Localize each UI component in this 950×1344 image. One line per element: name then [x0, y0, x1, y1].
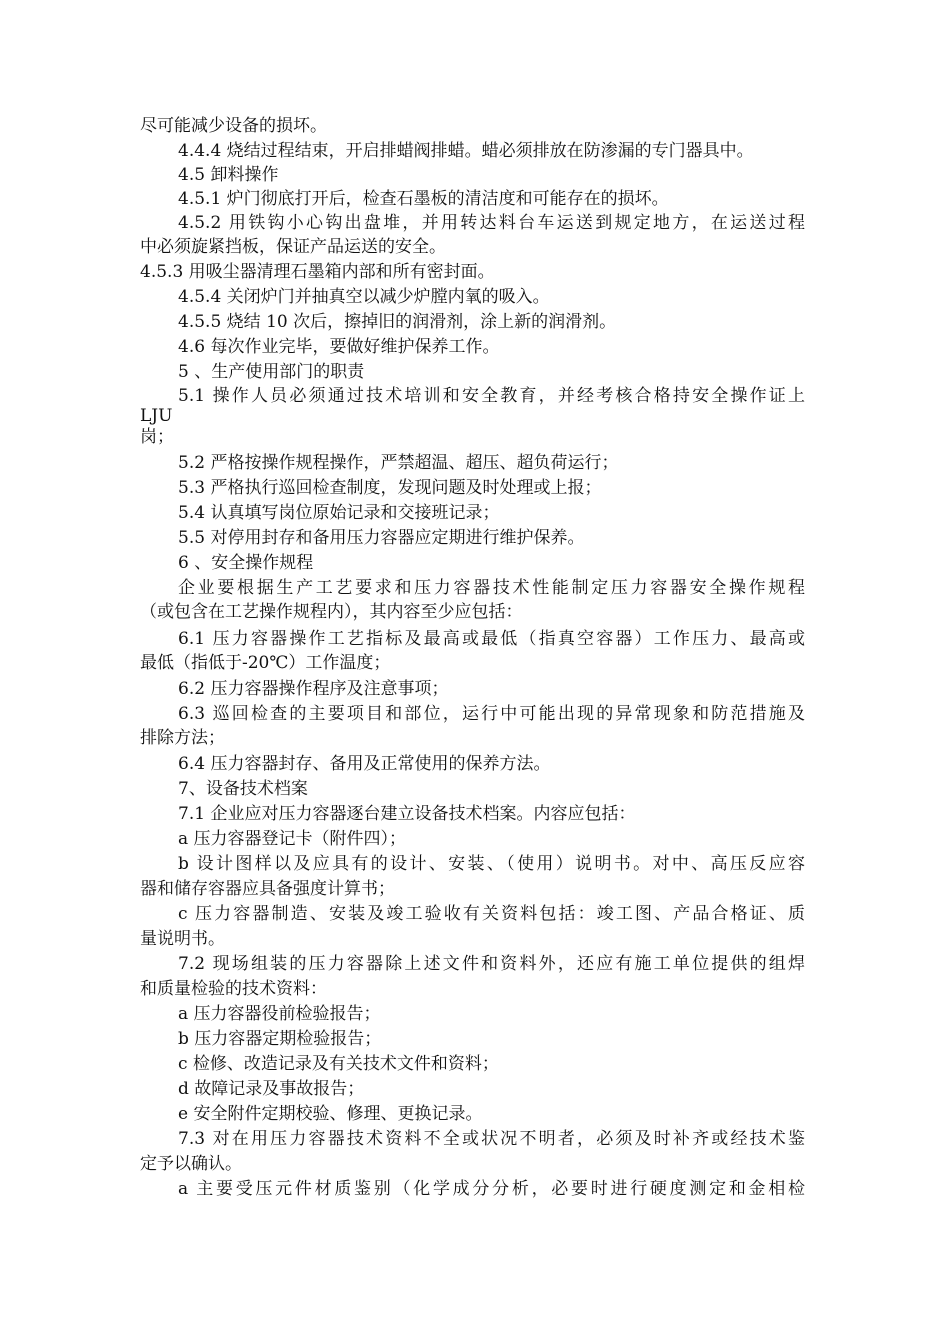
- section-heading: 5 、生产使用部门的职责: [178, 362, 365, 382]
- text-line: 尽可能减少设备的损坏。: [140, 116, 327, 136]
- text-line: c 压力容器制造、安装及竣工验收有关资料包括：竣工图、产品合格证、质: [178, 904, 805, 924]
- text-line: 4.6 每次作业完毕，要做好维护保养工作。: [178, 337, 500, 357]
- text-line: 岗；: [140, 427, 174, 447]
- text-line: 4.4.4 烧结过程结束，开启排蜡阀排蜡。蜡必须排放在防渗漏的专门器具中。: [178, 141, 754, 161]
- text-line: 5.2 严格按操作规程操作，严禁超温、超压、超负荷运行；: [178, 453, 619, 473]
- text-line: （或包含在工艺操作规程内），其内容至少应包括：: [140, 602, 523, 622]
- text-line: 4.5.3 用吸尘器清理石墨箱内部和所有密封面。: [140, 262, 495, 282]
- text-line: 器和储存容器应具备强度计算书；: [140, 879, 395, 899]
- text-line: 5.3 严格执行巡回检查制度，发现问题及时处理或上报；: [178, 478, 602, 498]
- text-line: a 压力容器登记卡（附件四）；: [178, 829, 407, 849]
- text-line: 4.5.4 关闭炉门并抽真空以减少炉膛内氧的吸入。: [178, 287, 550, 307]
- text-line: 7.3 对在用压力容器技术资料不全或状况不明者，必须及时补齐或经技术鉴: [178, 1129, 805, 1149]
- list-item: d 故障记录及事故报告；: [178, 1079, 365, 1099]
- text-line: 6.1 压力容器操作工艺指标及最高或最低（指真空容器）工作压力、最高或: [178, 629, 805, 649]
- text-line: 6.3 巡回检查的主要项目和部位，运行中可能出现的异常现象和防范措施及: [178, 704, 805, 724]
- text-line: 量说明书。: [140, 929, 225, 949]
- text-line: 5.1 操作人员必须通过技术培训和安全教育，并经考核合格持安全操作证上: [178, 386, 805, 406]
- section-heading: 6 、安全操作规程: [178, 553, 314, 573]
- text-line: 6.4 压力容器封存、备用及正常使用的保养方法。: [178, 754, 551, 774]
- list-item: a 压力容器役前检验报告；: [178, 1004, 381, 1024]
- text-line: 7.2 现场组装的压力容器除上述文件和资料外，还应有施工单位提供的组焊: [178, 954, 805, 974]
- text-line: 5.5 对停用封存和备用压力容器应定期进行维护保养。: [178, 528, 585, 548]
- text-line: 定予以确认。: [140, 1154, 242, 1174]
- list-item: a 主要受压元件材质鉴别（化学成分分析，必要时进行硬度测定和金相检: [178, 1179, 805, 1199]
- section-heading: 7、设备技术档案: [178, 779, 308, 799]
- text-line: 5.4 认真填写岗位原始记录和交接班记录；: [178, 503, 500, 523]
- text-line: 4.5.1 炉门彻底打开后，检查石墨板的清洁度和可能存在的损坏。: [178, 189, 669, 209]
- text-line: 4.5.2 用铁钩小心钩出盘堆，并用转达料台车运送到规定地方，在运送过程: [178, 213, 805, 233]
- list-item: c 检修、改造记录及有关技术文件和资料；: [178, 1054, 499, 1074]
- text-line: 4.5.5 烧结 10 次后，擦掉旧的润滑剂，涂上新的润滑剂。: [178, 312, 617, 332]
- text-line: 7.1 企业应对压力容器逐台建立设备技术档案。内容应包括：: [178, 804, 636, 824]
- text-line: 6.2 压力容器操作程序及注意事项；: [178, 679, 449, 699]
- text-line: 最低（指低于-20℃）工作温度；: [140, 653, 391, 673]
- text-line: b 设计图样以及应具有的设计、安装、（使用）说明书。对中、高压反应容: [178, 854, 805, 874]
- text-line: 中必须旋紧挡板，保证产品运送的安全。: [140, 237, 446, 257]
- text-line: 和质量检验的技术资料：: [140, 979, 327, 999]
- list-item: e 安全附件定期校验、修理、更换记录。: [178, 1104, 483, 1124]
- text-line: 4.5 卸料操作: [178, 165, 279, 185]
- text-line: 企业要根据生产工艺要求和压力容器技术性能制定压力容器安全操作规程: [178, 578, 805, 598]
- text-line: 排除方法；: [140, 728, 225, 748]
- text-line: LJU: [140, 406, 173, 426]
- list-item: b 压力容器定期检验报告；: [178, 1029, 382, 1049]
